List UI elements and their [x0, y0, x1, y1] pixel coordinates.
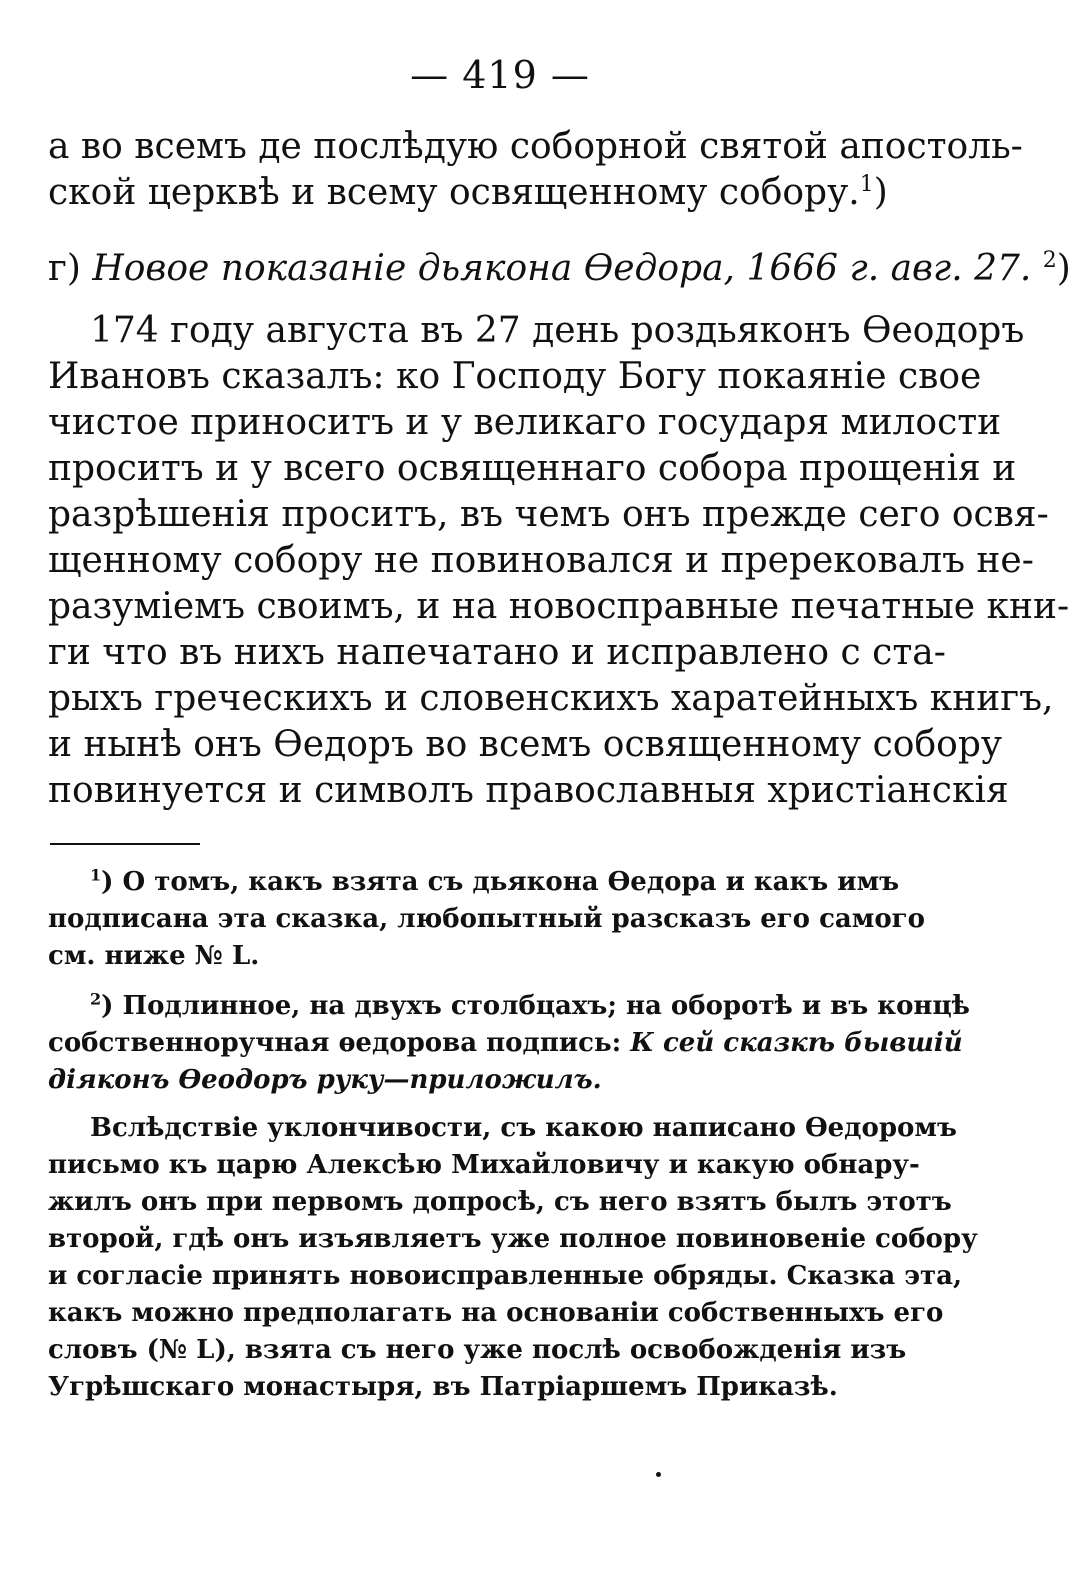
footnote-italic-text: К сей сказкѣ бывшій: [630, 1028, 963, 1058]
commentary-line: словъ (№ L), взята съ него уже послѣ освобожденія изъ: [48, 1335, 907, 1365]
footnote-text: Подлинное, на двухъ столбцахъ; на оборотѣ и въ концѣ: [122, 991, 970, 1021]
footnote-text: О томъ, какъ взята съ дьякона Ѳедора и какъ имъ: [122, 867, 900, 897]
commentary-line: и согласіе принять новоисправленные обряды. Сказка эта,: [48, 1261, 963, 1291]
commentary-line: какъ можно предполагать на основаніи собственныхъ его: [48, 1298, 944, 1328]
intro-paragraph: [48, 124, 1023, 216]
section-heading: [48, 246, 1071, 292]
text-line: а во всемъ де послѣдую соборной святой апостоль-: [48, 126, 1023, 167]
text-line: 174 году августа въ 27 день роздьяконъ Ѳеодоръ: [90, 310, 1025, 351]
heading-line: [48, 246, 1071, 292]
footnote-line: подписана эта сказка, любопытный разсказъ его самого: [48, 904, 925, 934]
footnote-2: [48, 988, 970, 1099]
text-line: разрѣшенія проситъ, въ чемъ онъ прежде сего освя-: [48, 494, 1049, 535]
footnote-line: [48, 988, 970, 1025]
footnote-ref-1: 1: [859, 172, 874, 197]
footnote-marker: 2: [90, 989, 102, 1009]
text-line: ги что въ нихъ напечатано и исправлено с ста-: [48, 632, 946, 673]
text-line: проситъ и у всего освященнаго собора прощенія и: [48, 448, 1017, 489]
text-line: [48, 170, 898, 216]
footnote-line: [48, 1025, 963, 1062]
print-speck: [656, 1472, 661, 1477]
page-number: — 419 —: [410, 53, 590, 97]
commentary-line: Вслѣдствіе уклончивости, съ какою написано Ѳедоромъ: [90, 1113, 957, 1143]
text-line: чистое приноситъ и у великаго государя милости: [48, 402, 1002, 443]
text-line: щенному собору не повиновался и пререковалъ не-: [48, 540, 1034, 581]
heading-prefix: г): [48, 248, 81, 289]
footnote-line: діяконъ Ѳеодоръ руку—приложилъ.: [48, 1065, 602, 1095]
footnote-text: собственноручная ѳедорова подпись:: [48, 1028, 631, 1058]
commentary-line: второй, гдѣ онъ изъявляетъ уже полное повиновеніе собору: [48, 1224, 978, 1254]
footnote-1: [48, 864, 925, 975]
body-paragraph: [48, 308, 1070, 814]
footnote-marker-paren: ): [101, 991, 114, 1021]
footnote-line: см. ниже № L.: [48, 941, 260, 971]
commentary-line: жилъ онъ при первомъ допросѣ, съ него взятъ былъ этотъ: [48, 1187, 952, 1217]
footnote-line: [48, 864, 900, 901]
commentary-line: Угрѣшскаго монастыря, въ Патріаршемъ Приказѣ.: [48, 1372, 838, 1402]
footnote-marker: 1: [90, 865, 102, 885]
footnote-ref-paren: ): [1056, 248, 1071, 289]
commentary-line: письмо къ царю Алексѣю Михайловичу и какую обнару-: [48, 1150, 920, 1180]
text-line: и нынѣ онъ Ѳедоръ во всемъ освященному собору: [48, 724, 1003, 765]
text-line-content: ской церквѣ и всему освященному собору.: [48, 172, 860, 213]
heading-title: Новое показаніе дьякона Ѳедора, 1666 г. авг. 27.: [92, 248, 1032, 289]
footnote-divider: [50, 843, 200, 845]
text-line: Ивановъ сказалъ: ко Господу Богу покаяніе свое: [48, 356, 982, 397]
text-line: повинуется и символъ православныя христіанскія: [48, 770, 1009, 811]
footnote-ref-paren: ): [873, 172, 888, 213]
text-line: рыхъ греческихъ и словенскихъ харатейныхъ книгъ,: [48, 678, 1054, 719]
footnote-ref-2: 2: [1042, 248, 1057, 273]
editor-commentary: [48, 1110, 978, 1406]
text-line: разуміемъ своимъ, и на новосправные печатные кни-: [48, 586, 1070, 627]
footnote-marker-paren: ): [101, 867, 114, 897]
